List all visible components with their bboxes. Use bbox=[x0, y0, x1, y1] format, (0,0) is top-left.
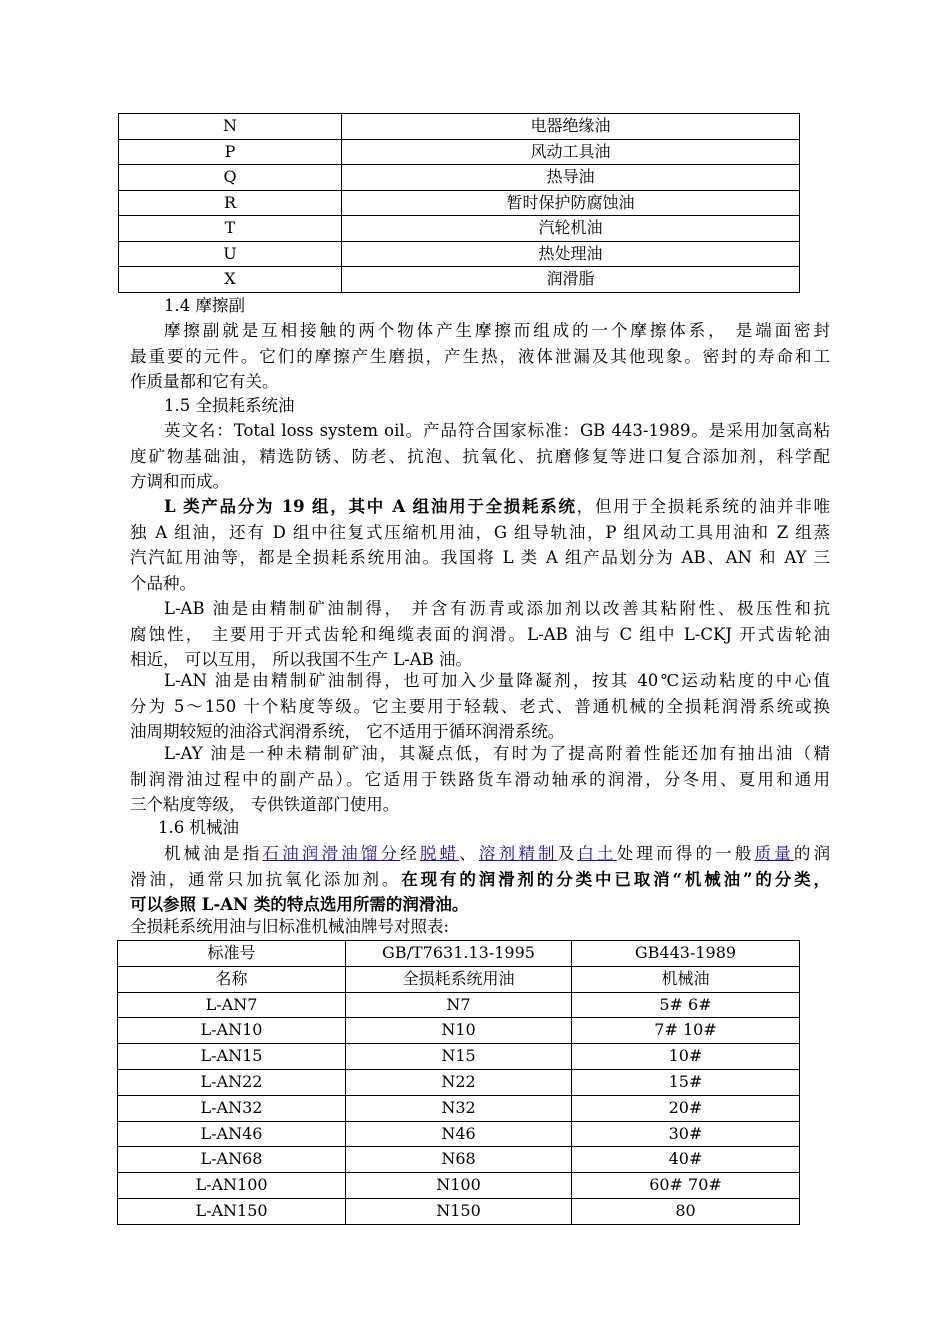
table-cell: 汽轮机油 bbox=[342, 216, 800, 242]
table-cell: N100 bbox=[346, 1173, 572, 1199]
text-line: 腐蚀性， 主要用于开式齿轮和绳缆表面的润滑。L-AB 油与 C 组中 L-CKJ 开式齿轮油 bbox=[130, 624, 830, 644]
text-span: 处理而得的一般 bbox=[616, 844, 755, 863]
table-cell: 热导油 bbox=[342, 165, 800, 191]
bold-text: 在现有的润滑剂的分类中已取消“机械油”的分类， bbox=[401, 869, 831, 889]
paragraph-l-an bbox=[130, 668, 830, 745]
header-cell: 全损耗系统用油 bbox=[346, 966, 572, 992]
table-cell: P bbox=[119, 139, 342, 165]
header-cell: 机械油 bbox=[572, 966, 800, 992]
table-cell: L-AN10 bbox=[118, 1018, 346, 1044]
table-cell: 5# 6# bbox=[572, 992, 800, 1018]
table-row bbox=[118, 1147, 800, 1173]
text-line: 最重要的元件。它们的摩擦产生磨损，产生热，液体泄漏及其他现象。密封的寿命和工 bbox=[130, 346, 830, 366]
table-cell: N22 bbox=[346, 1069, 572, 1095]
text-line: 三个粘度等级， 专供铁道部门使用。 bbox=[130, 795, 400, 814]
oil-grade-comparison-table bbox=[117, 940, 800, 1225]
table-cell: 润滑脂 bbox=[342, 267, 800, 293]
text-span: 及 bbox=[557, 844, 578, 863]
table-cell: 风动工具油 bbox=[342, 139, 800, 165]
header-cell: GB443-1989 bbox=[572, 941, 800, 967]
text-line: 油周期较短的油浴式润滑系统， 它不适用于循环润滑系统。 bbox=[130, 722, 565, 741]
paragraph-l-class-groups bbox=[130, 494, 830, 596]
table-cell: R bbox=[119, 190, 342, 216]
text-line: L-AB 油是由精制矿油制得， 并含有沥青或添加剂以改善其粘附性、极压性和抗 bbox=[164, 599, 830, 618]
table-header-row bbox=[118, 966, 800, 992]
link-clay[interactable]: 白土 bbox=[577, 844, 617, 863]
table-row bbox=[118, 1069, 800, 1095]
text-line: 度矿物基础油，精选防锈、防老、抗泡、抗氧化、抗磨修复等进口复合添加剂，科学配 bbox=[130, 446, 830, 466]
table-cell: N32 bbox=[346, 1095, 572, 1121]
text-line: L-AN 油是由精制矿油制得，也可加入少量降凝剂，按其 40℃运动粘度的中心值 bbox=[164, 671, 830, 690]
section-heading-1-4: 1.4 摩擦副 bbox=[164, 296, 245, 315]
table-row bbox=[119, 267, 800, 293]
table-cell: L-AN68 bbox=[118, 1147, 346, 1173]
text-span: 机械油是指 bbox=[164, 844, 263, 863]
text-line: 分为 5～150 十个粘度等级。它主要用于轻载、老式、普通机械的全损耗润滑系统或换 bbox=[130, 696, 830, 716]
table-row bbox=[118, 1121, 800, 1147]
table-row bbox=[119, 165, 800, 191]
table-cell: Q bbox=[119, 165, 342, 191]
table-cell: U bbox=[119, 241, 342, 267]
bold-text: L 类产品分为 19 组，其中 A 组油用于全损耗系统 bbox=[164, 497, 577, 516]
text-span: 、 bbox=[459, 844, 479, 863]
table-cell: N68 bbox=[346, 1147, 572, 1173]
section-heading-1-5: 1.5 全损耗系统油 bbox=[164, 396, 295, 415]
text-line: 汽汽缸用油等，都是全损耗系统用油。我国将 L 类 A 组产品划分为 AB、AN 和 AY 三 bbox=[130, 548, 830, 567]
link-petroleum-distillate[interactable]: 石油润滑油馏分 bbox=[262, 844, 401, 863]
table-row bbox=[119, 190, 800, 216]
table-row bbox=[118, 1044, 800, 1070]
paragraph-l-ay bbox=[130, 741, 830, 818]
table-cell: 15# bbox=[572, 1069, 800, 1095]
table-row bbox=[118, 1173, 800, 1199]
text-span: 滑油，通常只加抗氧化添加剂。 bbox=[130, 869, 402, 889]
table-row bbox=[118, 1095, 800, 1121]
text-span: 经 bbox=[400, 844, 420, 863]
paragraph-friction-pair bbox=[130, 318, 830, 395]
header-cell: GB/T7631.13-1995 bbox=[346, 941, 572, 967]
table-cell: N bbox=[119, 114, 342, 140]
table-caption: 全损耗系统用油与旧标准机械油牌号对照表: bbox=[130, 917, 450, 936]
table-cell: L-AN7 bbox=[118, 992, 346, 1018]
text-line: 制润滑油过程中的副产品）。它适用于铁路货车滑动轴承的润滑，分冬用、夏用和通用 bbox=[130, 769, 830, 789]
oil-category-table bbox=[118, 113, 800, 293]
paragraph-total-loss-oil bbox=[130, 418, 830, 495]
table-row bbox=[119, 216, 800, 242]
table-row bbox=[118, 992, 800, 1018]
table-cell: N10 bbox=[346, 1018, 572, 1044]
table-cell: X bbox=[119, 267, 342, 293]
table-row bbox=[119, 114, 800, 140]
section-heading-1-6: 1.6 机械油 bbox=[158, 818, 239, 837]
table-cell: T bbox=[119, 216, 342, 242]
paragraph-machine-oil bbox=[130, 841, 830, 918]
table-cell: N7 bbox=[346, 992, 572, 1018]
table-cell: 40# bbox=[572, 1147, 800, 1173]
table-cell: N150 bbox=[346, 1198, 572, 1224]
table-cell: L-AN15 bbox=[118, 1044, 346, 1070]
table-cell: 7# 10# bbox=[572, 1018, 800, 1044]
table-row bbox=[119, 241, 800, 267]
text-span: ，但用于全损耗系统的油并非唯 bbox=[576, 497, 830, 516]
table-cell: 20# bbox=[572, 1095, 800, 1121]
text-line: 独 A 组油，还有 D 组中往复式压缩机用油，G 组导轨油，P 组风动工具用油和 Z 组蒸 bbox=[130, 522, 830, 542]
text-line bbox=[130, 867, 830, 893]
table-cell: 10# bbox=[572, 1044, 800, 1070]
table-cell: L-AN100 bbox=[118, 1173, 346, 1199]
bold-text: 可以参照 L-AN 类的特点选用所需的润滑油。 bbox=[130, 895, 469, 914]
header-cell: 名称 bbox=[118, 966, 346, 992]
table-row bbox=[119, 139, 800, 165]
text-line: 个品种。 bbox=[130, 573, 196, 593]
text-line: 作质量都和它有关。 bbox=[130, 372, 279, 391]
paragraph-l-ab bbox=[130, 596, 830, 673]
table-cell: L-AN46 bbox=[118, 1121, 346, 1147]
link-quality[interactable]: 质量 bbox=[754, 844, 794, 863]
table-cell: 80 bbox=[572, 1198, 800, 1224]
text-line: 方调和而成。 bbox=[130, 472, 229, 491]
table-row bbox=[118, 1198, 800, 1224]
table-cell: L-AN32 bbox=[118, 1095, 346, 1121]
text-line bbox=[130, 892, 830, 918]
text-span: 的润 bbox=[793, 844, 831, 863]
table-cell: N15 bbox=[346, 1044, 572, 1070]
text-line bbox=[130, 494, 830, 520]
table-cell: 暂时保护防腐蚀油 bbox=[342, 190, 800, 216]
table-cell: N46 bbox=[346, 1121, 572, 1147]
text-line: 英文名：Total loss system oil。产品符合国家标准：GB 443-1989。是采用加氢高粘 bbox=[164, 421, 830, 440]
table-cell: 电器绝缘油 bbox=[342, 114, 800, 140]
header-cell: 标准号 bbox=[118, 941, 346, 967]
link-solvent-refining[interactable]: 溶剂精制 bbox=[478, 844, 558, 863]
link-dewaxing[interactable]: 脱蜡 bbox=[419, 844, 460, 863]
table-cell: L-AN150 bbox=[118, 1198, 346, 1224]
text-line bbox=[130, 841, 830, 867]
text-line: 摩擦副就是互相接触的两个物体产生摩擦而组成的一个摩擦体系， 是端面密封 bbox=[164, 321, 830, 340]
text-line: L-AY 油是一种未精制矿油，其凝点低，有时为了提高附着性能还加有抽出油（精 bbox=[164, 744, 830, 763]
table-cell: L-AN22 bbox=[118, 1069, 346, 1095]
table-cell: 30# bbox=[572, 1121, 800, 1147]
text-line: 相近， 可以互用， 所以我国不生产 L-AB 油。 bbox=[130, 650, 473, 669]
table-cell: 60# 70# bbox=[572, 1173, 800, 1199]
table-cell: 热处理油 bbox=[342, 241, 800, 267]
table-row bbox=[118, 1018, 800, 1044]
table-header-row bbox=[118, 941, 800, 967]
